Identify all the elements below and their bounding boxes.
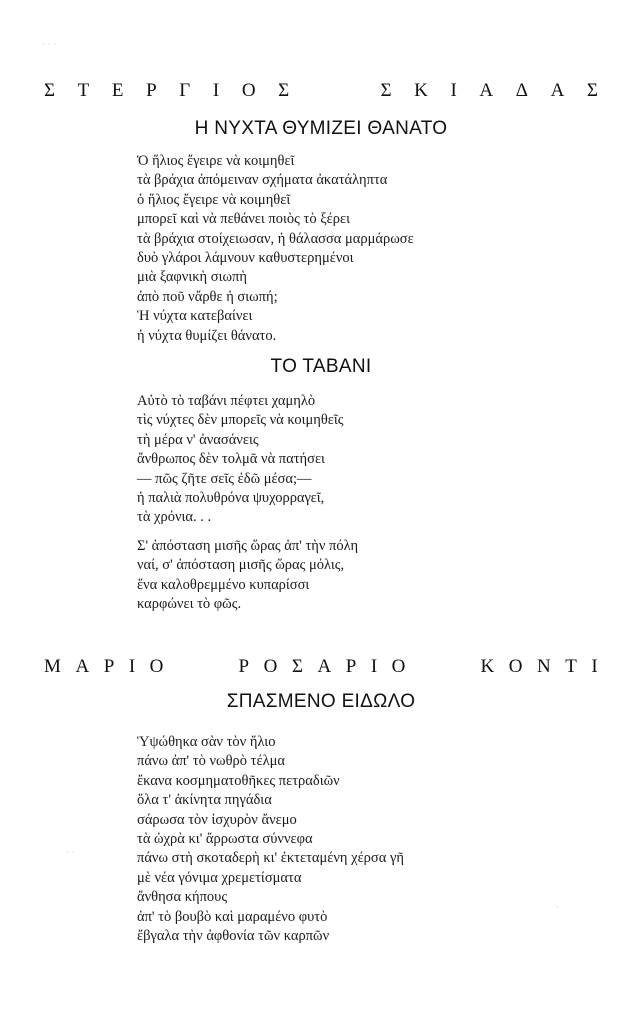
author-letter: Κ <box>480 656 495 677</box>
author-letter: Σ <box>291 656 303 677</box>
author-letter: Ρ <box>238 656 250 677</box>
poem-line: πάνω στὴ σκοταδερὴ κι' ἐκτεταμένη χέρσα γῆ <box>137 850 404 867</box>
poem-line: Ἡ νύχτα κατεβαίνει <box>137 308 253 325</box>
poem-line: τὰ ὠχρὰ κι' ἄρρωστα σύννεφα <box>137 831 313 848</box>
poem-line: σάρωσα τὸν ἰσχυρὸν ἄνεμο <box>137 811 297 828</box>
author-letter: Ο <box>149 656 164 677</box>
author-heading-stergios-skiadas <box>44 80 598 102</box>
poem-line: ἀπ' τὸ βουβὸ καὶ μαραμένο φυτὸ <box>137 908 328 925</box>
author-letter: Ι <box>212 80 220 101</box>
poem-stanza <box>137 733 404 946</box>
poem-title-tavani: ΤΟ ΤΑΒΑΝΙ <box>270 356 372 377</box>
poem-line: μὲ νέα γόνιμα χρεμετίσματα <box>137 869 302 886</box>
poem-line: τὴ μέρα ν' ἀνασάνεις <box>137 431 259 448</box>
poem-line: μπορεῖ καὶ νὰ πεθάνει ποιὸς τὸ ξέρει <box>137 211 350 228</box>
poem-title-nychta: Η ΝΥΧΤΑ ΘΥΜΙΖΕΙ ΘΑΝΑΤΟ <box>194 118 448 139</box>
poem-line: ναί, σ' ἀπόσταση μισῆς ὥρας μόλις, <box>137 557 345 574</box>
poem-line: πάνω ἀπ' τὸ νωθρὸ τέλμα <box>137 753 285 770</box>
author-letter: Σ <box>380 80 392 101</box>
poem-line: δυὸ γλάροι λάμνουν καθυστερημένοι <box>137 250 354 267</box>
poem-stanza <box>137 537 358 615</box>
author-letter: Σ <box>278 80 290 101</box>
poem-line: — πῶς ζῆτε σεῖς ἐδῶ μέσα;— <box>137 470 312 487</box>
poem-stanza <box>137 392 344 528</box>
author-letter: Σ <box>44 80 56 101</box>
poem-line: τὶς νύχτες δὲν μπορεῖς νὰ κοιμηθεῖς <box>137 412 344 429</box>
scan-speck: · · · <box>42 40 57 50</box>
scan-speck: · <box>556 903 559 913</box>
poem-line: ἡ νύχτα θυμίζει θάνατο. <box>137 327 277 344</box>
author-letter: Ν <box>537 656 551 677</box>
author-letter: Ρ <box>345 656 357 677</box>
author-letter: Τ <box>77 80 90 101</box>
author-letter: Ρ <box>146 80 157 101</box>
author-letter: Σ <box>586 80 598 101</box>
author-letter: Ι <box>370 656 378 677</box>
poem-line: ἔβγαλα τὴν ἀφθονία τῶν καρπῶν <box>137 928 330 945</box>
author-letter: Ο <box>508 656 523 677</box>
poem-line: τὰ βράχια ἀπόμειναν σχήματα ἀκατάληπτα <box>137 172 388 189</box>
poem-line: Ὑψώθηκα σὰν τὸν ἥλιο <box>137 734 276 750</box>
author-letter: Ε <box>111 80 124 101</box>
author-letter: Α <box>479 80 494 101</box>
poem-line: ἄνθησα κήπους <box>137 889 228 906</box>
poem-line: Ὁ ἥλιος ἔγειρε νὰ κοιμηθεῖ <box>137 153 295 169</box>
poem-line: ἕνα καλοθρεμμένο κυπαρίσσι <box>137 576 310 593</box>
poem-line: ὁ ἥλιος ἔγειρε νὰ κοιμηθεῖ <box>137 191 291 208</box>
author-letter: Δ <box>515 80 528 101</box>
author-letter: Α <box>317 656 332 677</box>
poem-line: ἔκανα κοσμηματοθῆκες πετραδιῶν <box>137 772 340 789</box>
author-letter: Τ <box>565 656 577 677</box>
author-letter: Ρ <box>103 656 115 677</box>
poem-line: Αὐτὸ τὸ ταβάνι πέφτει χαμηλὸ <box>137 393 316 409</box>
author-letter: Μ <box>44 656 61 677</box>
poem-stanza <box>137 152 414 346</box>
poem-line: τὰ χρόνια. . . <box>137 509 212 526</box>
poem-title-spasmeno-eidolo: ΣΠΑΣΜΕΝΟ ΕΙΔΩΛΟ <box>226 691 416 712</box>
author-letter: Ο <box>241 80 256 101</box>
author-letter: Ο <box>263 656 278 677</box>
author-letter: Α <box>550 80 565 101</box>
poem-line: ὅλα τ' ἀκίνητα πηγάδια <box>137 792 272 809</box>
poem-line: ἄνθρωπος δὲν τολμᾶ νὰ πατήσει <box>137 451 325 468</box>
author-letter: Ι <box>128 656 136 677</box>
author-letter: Γ <box>179 80 191 101</box>
poem-line: ἡ παλιὰ πολυθρόνα ψυχορραγεῖ, <box>137 490 325 507</box>
author-heading-mario-rosario-konti <box>44 656 598 678</box>
poem-line: καρφώνει τὸ φῶς. <box>137 596 242 613</box>
poem-line: τὰ βράχια στοίχειωσαν, ἡ θάλασσα μαρμάρωσε <box>137 230 414 247</box>
author-letter: Κ <box>414 80 428 101</box>
author-letter: Ι <box>450 80 457 101</box>
author-letter: Ι <box>591 656 598 677</box>
poem-line: μιὰ ξαφνικὴ σιωπὴ <box>137 269 247 286</box>
poem-line: Σ' ἀπόσταση μισῆς ὥρας ἀπ' τὴν πόλη <box>137 538 359 554</box>
author-letter: Α <box>75 656 90 677</box>
author-letter: Ο <box>391 656 406 677</box>
scan-speck: · · <box>66 848 75 858</box>
poem-line: ἀπὸ ποῦ νἄρθε ἡ σιωπή; <box>137 288 278 305</box>
